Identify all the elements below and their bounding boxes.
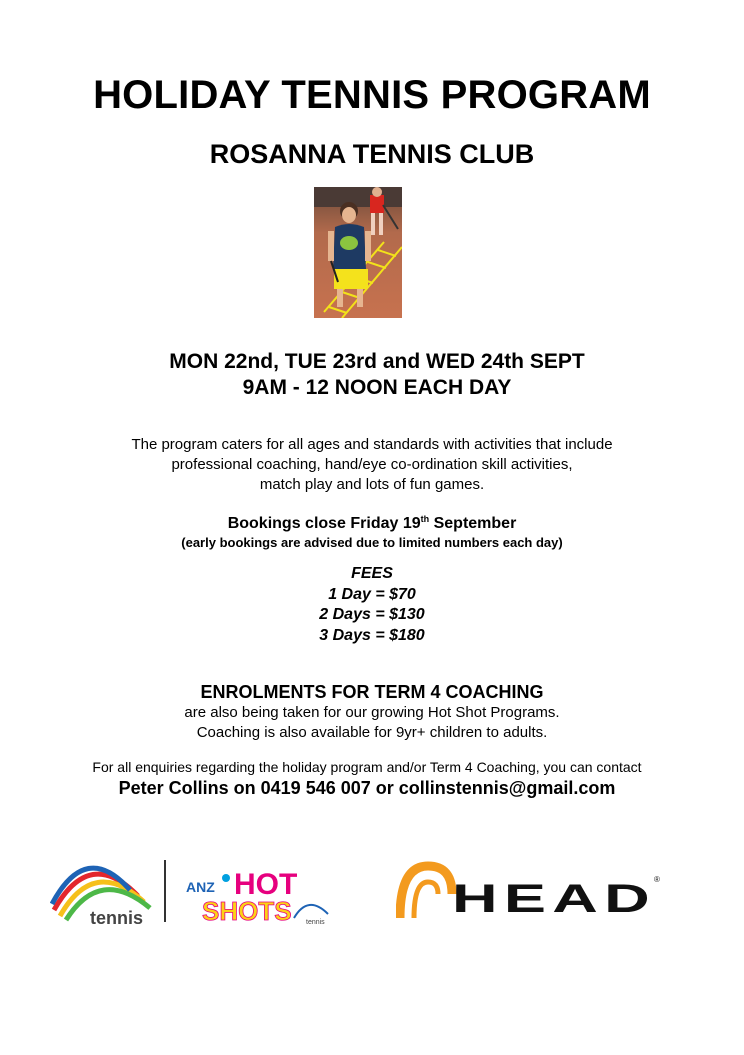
fees-heading: FEES [351,565,393,582]
page-title: HOLIDAY TENNIS PROGRAM [93,73,651,117]
sponsor-logos [0,850,744,930]
enrolments-line: Coaching is also available for 9yr+ children to adults. [196,724,548,741]
hot-text: HOT [234,868,298,901]
fees-section [0,564,744,646]
fee-item: 1 Day = $70 [328,585,416,603]
times-line: 9AM - 12 NOON EACH DAY [242,376,512,399]
bookings-close [0,510,744,533]
anz-text: ANZ [186,879,215,895]
club-name: ROSANNA TENNIS CLUB [209,139,535,169]
tennis-australia-logo [50,856,160,926]
program-dates [0,349,744,401]
bookings-close-month: September [429,515,517,532]
anz-hot-shots-logo [182,858,332,928]
registered-mark: ® [654,875,660,884]
bookings-note: (early bookings are advised due to limited numbers each day) [181,535,563,550]
fee-item: 3 Days = $180 [319,626,425,644]
enrolments-heading: ENROLMENTS FOR TERM 4 COACHING [200,682,544,702]
description-line: professional coaching, hand/eye co-ordination skill activities, [171,456,573,473]
head-logo [396,860,664,920]
bookings-section [0,510,744,552]
contact-details[interactable]: Peter Collins on 0419 546 007 or collinstennis@gmail.com [118,778,616,798]
contact-intro: For all enquiries regarding the holiday program and/or Term 4 Coaching, you can contact [92,759,642,775]
description-line: match play and lots of fun games. [259,476,485,493]
program-description [0,435,744,495]
fee-item: 2 Days = $130 [319,606,425,623]
contact-section [0,758,734,799]
tennis-logo-text: tennis [90,908,144,926]
shots-text: SHOTS [202,896,292,926]
description-line: The program caters for all ages and standards with activities that include [131,436,613,453]
enrolments-line: are also being taken for our growing Hot Shot Programs. [184,704,560,721]
dates-line: MON 22nd, TUE 23rd and WED 24th SEPT [169,350,585,373]
bookings-close-sup: th [420,514,430,524]
child-tennis-photo [314,187,402,318]
enrolments-section [0,681,744,743]
logo-divider [164,860,166,922]
head-text: HEAD [452,877,656,920]
bookings-close-text: Bookings close Friday 19 [227,515,421,532]
hotshots-tennis-text: tennis [306,919,325,926]
